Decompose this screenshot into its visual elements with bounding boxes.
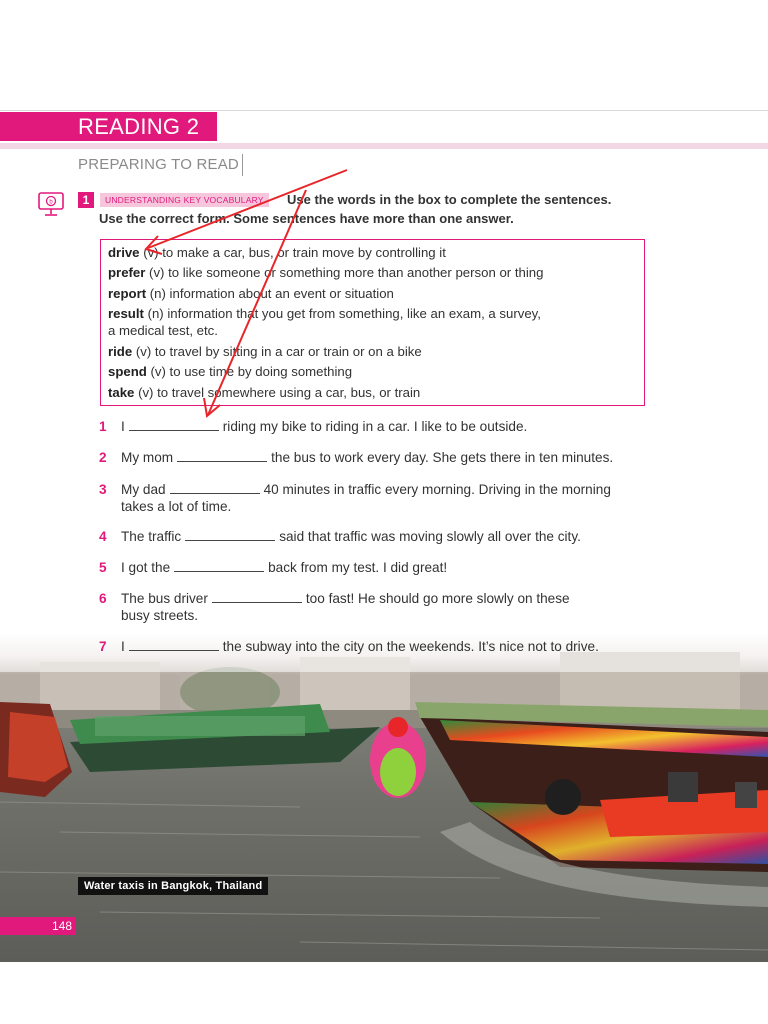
vocab-item: drive (v) to make a car, bus, or train move by controlling it	[108, 245, 446, 260]
question-number: 2	[99, 450, 107, 465]
vocab-item: report (n) information about an event or situation	[108, 286, 394, 301]
question-number: 4	[99, 529, 107, 544]
answer-blank[interactable]	[212, 591, 302, 603]
answer-blank[interactable]	[185, 529, 275, 541]
answer-blank[interactable]	[174, 560, 264, 572]
instruction-line-1: Use the words in the box to complete the sentences.	[287, 192, 612, 207]
question-text: My mom the bus to work every day. She gets there in ten minutes.	[121, 450, 614, 465]
question-number: 5	[99, 560, 107, 575]
top-rule	[0, 110, 768, 111]
question-text: I the subway into the city on the weekends. It’s nice not to drive.	[121, 639, 599, 654]
water-taxi-photo	[0, 632, 768, 962]
question-text: My dad 40 minutes in traffic every morning. Driving in the morning takes a lot of time.	[121, 482, 611, 514]
subsection-bar	[0, 143, 768, 149]
question-text: I got the back from my test. I did great!	[121, 560, 448, 575]
photo-caption: Water taxis in Bangkok, Thailand	[78, 877, 268, 895]
page-number: 148	[52, 919, 73, 933]
vocab-item: prefer (v) to like someone or something more than another person or thing	[108, 265, 544, 280]
vocab-item: result (n) information that you get from something, like an exam, a survey,	[108, 306, 541, 321]
answer-blank[interactable]	[177, 450, 267, 462]
answer-blank[interactable]	[129, 419, 219, 431]
question-text: The bus driver too fast! He should go more slowly on these busy streets.	[121, 591, 570, 623]
answer-blank[interactable]	[129, 639, 219, 651]
screen-icon	[36, 189, 66, 219]
question-number: 7	[99, 639, 107, 654]
vocab-item: ride (v) to travel by sitting in a car or train or on a bike	[108, 344, 422, 359]
vocab-item: spend (v) to use time by doing something	[108, 364, 353, 379]
vocab-item: take (v) to travel somewhere using a car, bus, or train	[108, 385, 421, 400]
question-text: The traffic said that traffic was moving slowly all over the city.	[121, 529, 581, 544]
section-title: READING 2	[78, 114, 200, 139]
question-text: I riding my bike to riding in a car. I like to be outside.	[121, 419, 528, 434]
exercise-skill-tag: UNDERSTANDING KEY VOCABULARY	[100, 193, 269, 207]
subsection-divider	[242, 154, 243, 176]
question-number: 6	[99, 591, 107, 606]
exercise-number: 1	[78, 192, 94, 208]
answer-blank[interactable]	[170, 482, 260, 494]
subsection-title: PREPARING TO READ	[78, 156, 239, 173]
vocab-item-continued: a medical test, etc.	[108, 323, 218, 338]
svg-text:b: b	[49, 199, 53, 206]
question-number: 1	[99, 419, 107, 434]
question-number: 3	[99, 482, 107, 497]
instruction-line-2: Use the correct form. Some sentences have more than one answer.	[99, 211, 514, 226]
